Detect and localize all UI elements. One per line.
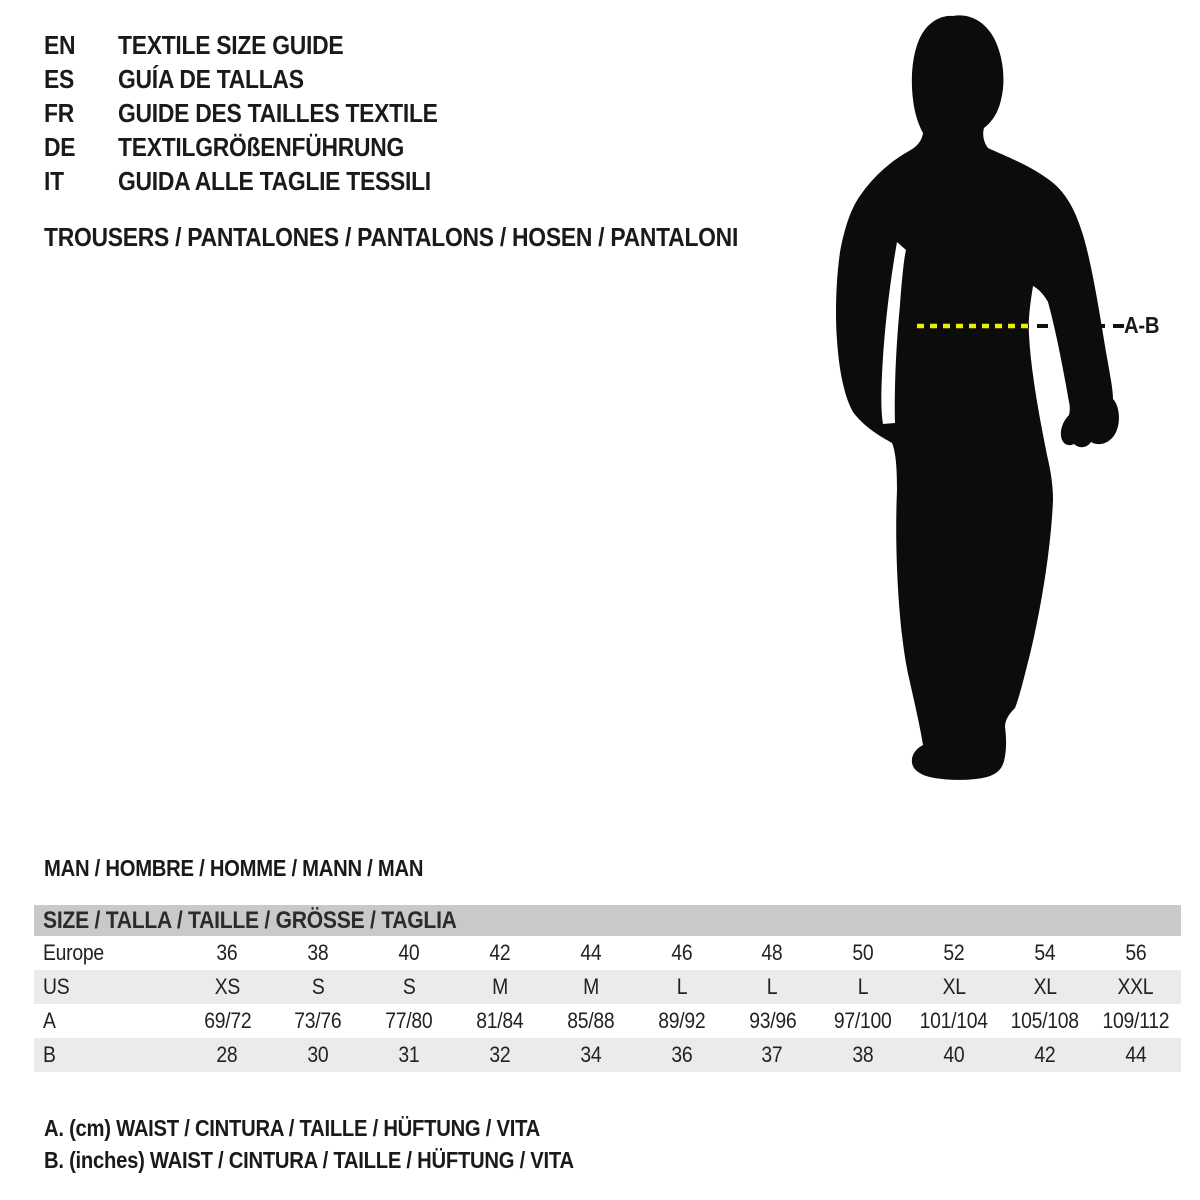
table-cell: XS (214, 974, 241, 999)
language-row-es (44, 62, 481, 96)
language-label: GUIDA ALLE TAGLIE TESSILI (118, 165, 431, 196)
size-table-header: SIZE / TALLA / TAILLE / GRÖSSE / TAGLIA (34, 905, 1181, 936)
table-cell: 50 (852, 940, 874, 965)
table-cell: 32 (489, 1042, 511, 1067)
table-cell: 40 (398, 940, 420, 965)
table-cell: 37 (761, 1042, 783, 1067)
table-cell: 97/100 (834, 1008, 892, 1033)
language-code: IT (44, 165, 64, 196)
table-cell: S (402, 974, 416, 999)
table-cell: 30 (307, 1042, 329, 1067)
table-cell: 73/76 (294, 1008, 342, 1033)
language-code: FR (44, 97, 74, 128)
table-cell: L (767, 974, 778, 999)
table-cell: 48 (761, 940, 783, 965)
table-cell: S (311, 974, 325, 999)
garment-heading: TROUSERS / PANTALONES / PANTALONS / HOSEN / PANTALONI (44, 222, 739, 252)
table-cell: 89/92 (657, 1008, 706, 1033)
section-heading: MAN / HOMBRE / HOMME / MANN / MAN (44, 855, 424, 881)
table-cell: M (582, 974, 599, 999)
table-cell: 44 (580, 940, 602, 965)
table-cell: 77/80 (385, 1008, 433, 1033)
size-table (34, 905, 1181, 1072)
table-cell: 105/108 (1010, 1008, 1079, 1033)
table-cell: 36 (670, 1042, 692, 1067)
footnotes (44, 1112, 646, 1176)
footnote-a-cm: A. (cm) WAIST / CINTURA / TAILLE / HÜFTUNG / VITA (44, 1114, 541, 1141)
table-cell: 38 (852, 1042, 874, 1067)
table-cell: 44 (1125, 1042, 1147, 1067)
language-row-en (44, 28, 481, 62)
table-cell: 56 (1125, 940, 1147, 965)
table-row-europe (34, 936, 1181, 970)
row-label: US (43, 974, 70, 999)
table-cell: 28 (216, 1042, 238, 1067)
table-cell: L (676, 974, 687, 999)
table-row-us (34, 970, 1181, 1004)
table-cell: XL (1033, 974, 1057, 999)
table-cell: 69/72 (203, 1008, 251, 1033)
table-cell: 38 (307, 940, 329, 965)
table-cell: 101/104 (919, 1008, 989, 1033)
language-code: ES (44, 63, 75, 94)
language-code: DE (44, 131, 76, 162)
table-cell: 109/112 (1102, 1008, 1169, 1033)
language-row-de (44, 130, 481, 164)
table-cell: XXL (1117, 974, 1154, 999)
table-cell: 31 (398, 1042, 420, 1067)
row-label: A (43, 1008, 56, 1033)
language-label: GUÍA DE TALLAS (118, 63, 304, 94)
language-label: TEXTILGRÖßENFÜHRUNG (118, 131, 405, 162)
row-label: Europe (43, 940, 104, 965)
table-cell: 36 (216, 940, 238, 965)
table-cell: 93/96 (748, 1008, 796, 1033)
table-row-b-inches (34, 1038, 1181, 1072)
row-label: B (43, 1042, 56, 1067)
table-cell: L (857, 974, 869, 999)
language-code: EN (44, 29, 76, 60)
man-silhouette-svg (820, 0, 1200, 800)
table-cell: 54 (1034, 940, 1056, 965)
table-cell: 81/84 (476, 1008, 524, 1033)
table-cell: 52 (943, 940, 965, 965)
waist-measure-label: A-B (1124, 312, 1160, 338)
table-cell: 42 (489, 940, 511, 965)
footnote-b-inches: B. (inches) WAIST / CINTURA / TAILLE / HÜFTUNG / VITA (44, 1146, 574, 1173)
table-cell: 34 (580, 1042, 602, 1067)
man-silhouette (836, 15, 1119, 779)
language-row-fr (44, 96, 481, 130)
language-row-it (44, 164, 481, 198)
table-cell: 46 (670, 940, 692, 965)
language-list (44, 28, 481, 198)
language-label: GUIDE DES TAILLES TEXTILE (118, 97, 438, 128)
man-silhouette-figure (820, 0, 1200, 800)
table-row-a-cm (34, 1004, 1181, 1038)
table-cell: XL (942, 974, 966, 999)
table-cell: 40 (943, 1042, 965, 1067)
table-cell: 85/88 (567, 1008, 615, 1033)
language-label: TEXTILE SIZE GUIDE (118, 29, 344, 60)
table-cell: M (491, 974, 508, 999)
table-cell: 42 (1034, 1042, 1056, 1067)
